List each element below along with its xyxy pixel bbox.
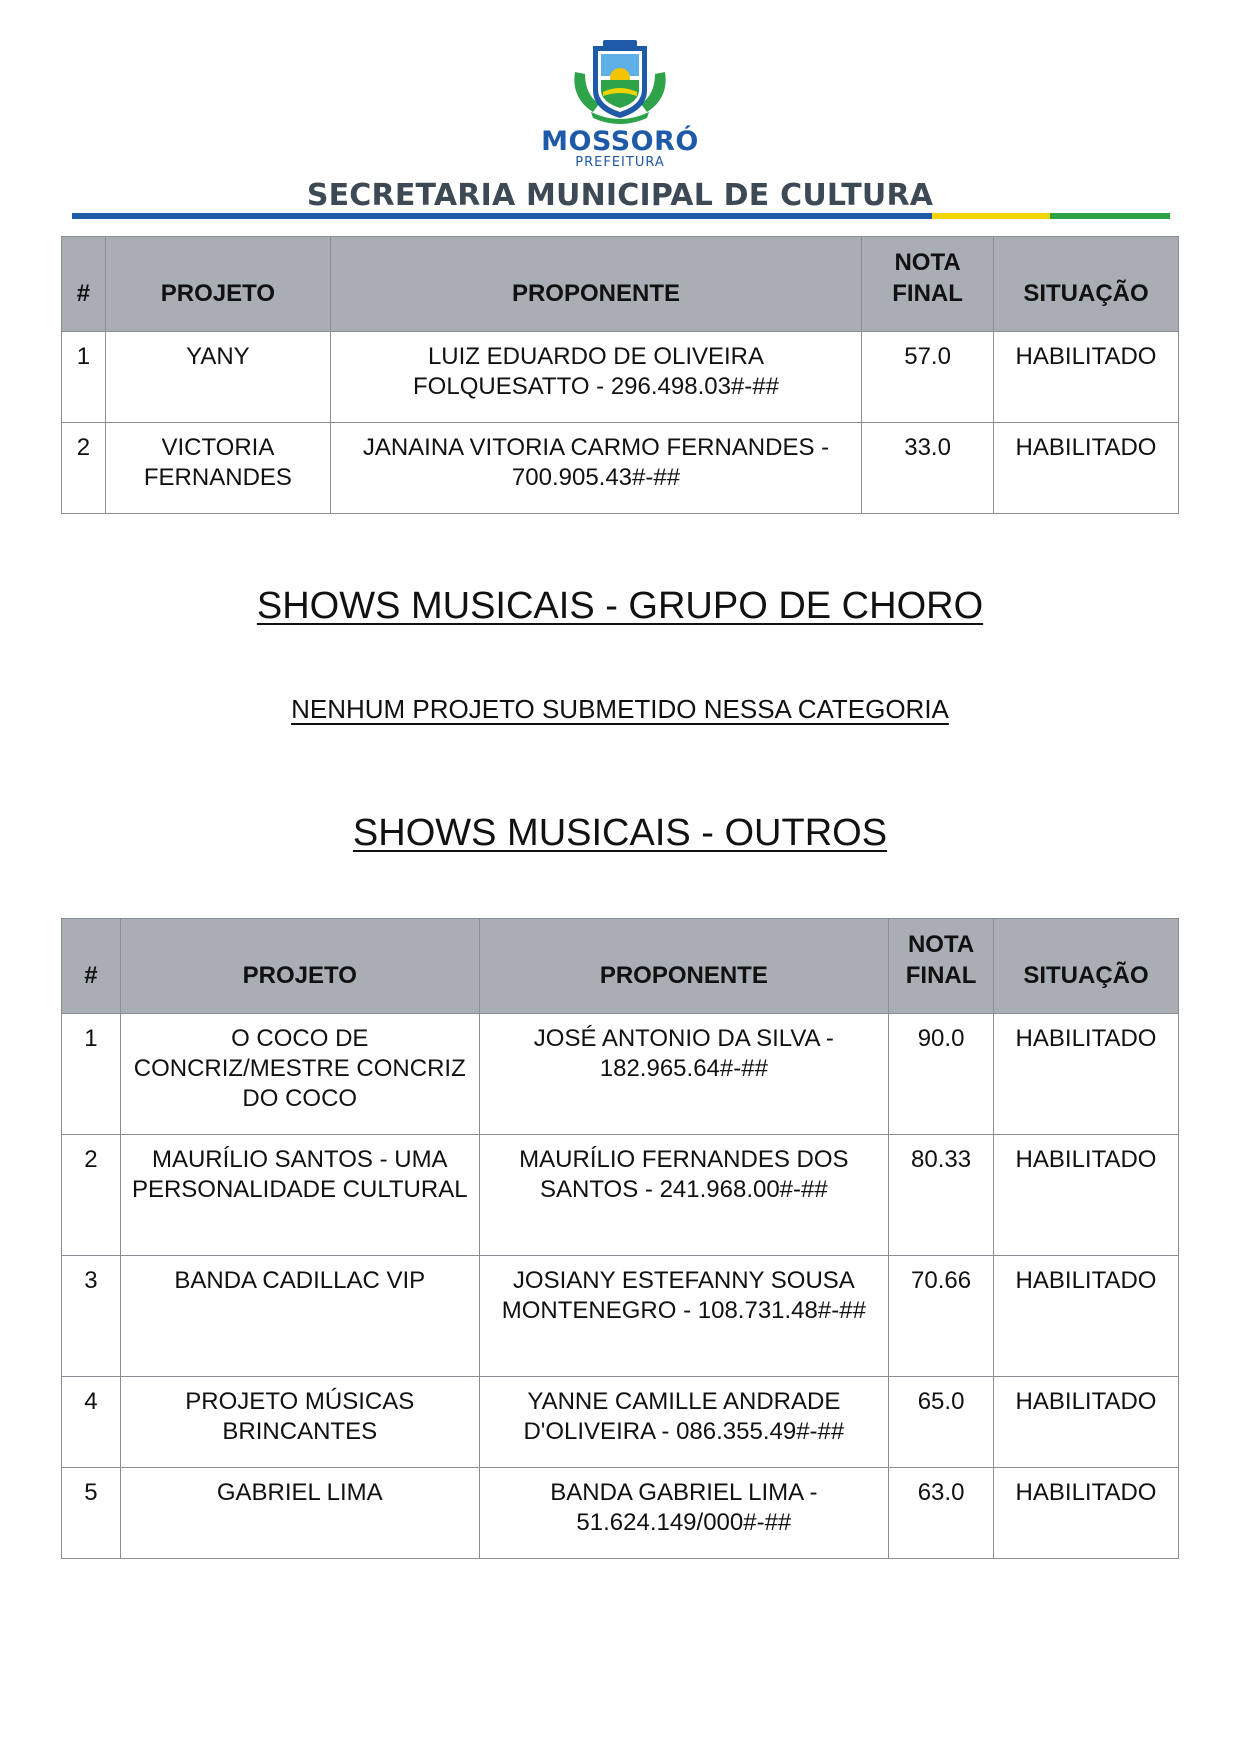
cell-number: 3	[62, 1256, 121, 1377]
column-header-proponente: PROPONENTE	[479, 919, 888, 1014]
column-header-nota-final: NOTA FINAL	[889, 919, 994, 1014]
column-header-situacao: SITUAÇÃO	[994, 237, 1179, 332]
cell-proponente: JANAINA VITORIA CARMO FERNANDES - 700.905.43#-##	[330, 423, 861, 514]
brand-subtitle: PREFEITURA	[575, 155, 665, 170]
table-header-row	[62, 919, 1179, 1014]
cell-number: 2	[62, 423, 106, 514]
results-table-1	[61, 236, 1179, 514]
cell-projeto: PROJETO MÚSICAS BRINCANTES	[120, 1377, 479, 1468]
cell-projeto: GABRIEL LIMA	[120, 1468, 479, 1559]
cell-projeto: O COCO DE CONCRIZ/MESTRE CONCRIZ DO COCO	[120, 1014, 479, 1135]
cell-number: 1	[62, 332, 106, 423]
cell-situacao: HABILITADO	[994, 1256, 1179, 1377]
cell-proponente: BANDA GABRIEL LIMA - 51.624.149/000#-##	[479, 1468, 888, 1559]
document-header	[0, 38, 1240, 214]
cell-proponente: YANNE CAMILLE ANDRADE D'OLIVEIRA - 086.355.49#-##	[479, 1377, 888, 1468]
table-row	[62, 1468, 1179, 1559]
section-title-outros: SHOWS MUSICAIS - OUTROS	[352, 812, 888, 854]
table-row	[62, 1377, 1179, 1468]
cell-number: 2	[62, 1135, 121, 1256]
cell-nota-final: 65.0	[889, 1377, 994, 1468]
column-header-projeto: PROJETO	[120, 919, 479, 1014]
cell-situacao: HABILITADO	[994, 1014, 1179, 1135]
cell-proponente: MAURÍLIO FERNANDES DOS SANTOS - 241.968.00#-##	[479, 1135, 888, 1256]
cell-situacao: HABILITADO	[994, 1135, 1179, 1256]
cell-projeto: BANDA CADILLAC VIP	[120, 1256, 479, 1377]
table-row	[62, 332, 1179, 423]
column-header-number: #	[62, 237, 106, 332]
column-header-proponente: PROPONENTE	[330, 237, 861, 332]
cell-proponente: JOSIANY ESTEFANNY SOUSA MONTENEGRO - 108.731.48#-##	[479, 1256, 888, 1377]
stripe-green	[1050, 213, 1170, 219]
stripe-blue	[72, 213, 932, 219]
cell-nota-final: 33.0	[862, 423, 994, 514]
table-row	[62, 1135, 1179, 1256]
secretaria-title: SECRETARIA MUNICIPAL DE CULTURA	[306, 178, 934, 213]
column-header-situacao: SITUAÇÃO	[994, 919, 1179, 1014]
cell-number: 5	[62, 1468, 121, 1559]
cell-nota-final: 90.0	[889, 1014, 994, 1135]
cell-projeto: MAURÍLIO SANTOS - UMA PERSONALIDADE CULTURAL	[120, 1135, 479, 1256]
cell-nota-final: 63.0	[889, 1468, 994, 1559]
empty-category-note: NENHUM PROJETO SUBMETIDO NESSA CATEGORIA	[291, 694, 949, 724]
mossoro-crest-icon	[567, 38, 673, 124]
brand-name: MOSSORÓ	[541, 126, 699, 157]
column-header-number: #	[62, 919, 121, 1014]
cell-projeto: VICTORIA FERNANDES	[105, 423, 330, 514]
cell-nota-final: 57.0	[862, 332, 994, 423]
cell-situacao: HABILITADO	[994, 423, 1179, 514]
column-header-projeto: PROJETO	[105, 237, 330, 332]
stripe-yellow	[932, 213, 1050, 219]
cell-situacao: HABILITADO	[994, 1377, 1179, 1468]
cell-number: 4	[62, 1377, 121, 1468]
section-title-grupo-de-choro: SHOWS MUSICAIS - GRUPO DE CHORO	[256, 585, 984, 627]
table-row	[62, 1014, 1179, 1135]
cell-number: 1	[62, 1014, 121, 1135]
table-row	[62, 1256, 1179, 1377]
cell-projeto: YANY	[105, 332, 330, 423]
results-table-2	[61, 918, 1179, 1559]
header-color-stripe	[72, 213, 1170, 219]
table-header-row	[62, 237, 1179, 332]
cell-nota-final: 80.33	[889, 1135, 994, 1256]
cell-situacao: HABILITADO	[994, 1468, 1179, 1559]
cell-situacao: HABILITADO	[994, 332, 1179, 423]
cell-proponente: LUIZ EDUARDO DE OLIVEIRA FOLQUESATTO - 296.498.03#-##	[330, 332, 861, 423]
cell-nota-final: 70.66	[889, 1256, 994, 1377]
column-header-nota-final: NOTA FINAL	[862, 237, 994, 332]
cell-proponente: JOSÉ ANTONIO DA SILVA - 182.965.64#-##	[479, 1014, 888, 1135]
table-row	[62, 423, 1179, 514]
